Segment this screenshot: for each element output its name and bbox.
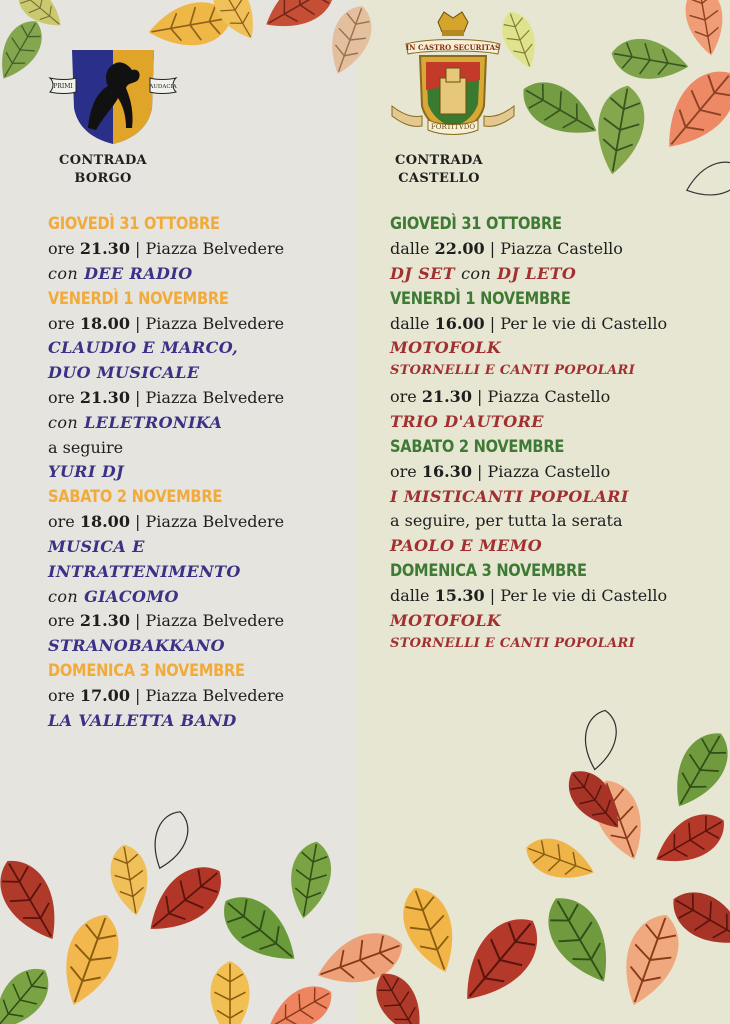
castello-crest-logo	[388, 10, 518, 145]
svg-text:FORTITVDO: FORTITVDO	[430, 123, 476, 131]
event-time-place: ore 21.30 | Piazza Castello	[390, 387, 611, 407]
event-subtitle: STORNELLI E CANTI POPOLARI	[390, 363, 636, 379]
castello-title	[374, 152, 504, 188]
event-time-place: ore 21.30 | Piazza Belvedere	[48, 387, 285, 407]
borgo-title-line2: BORGO	[74, 171, 132, 186]
event-performer: DUO MUSICALE	[48, 363, 200, 383]
event-note: a seguire, per tutta la serata	[390, 511, 623, 531]
event-performer: con GIACOMO	[48, 586, 179, 606]
borgo-day-heading: DOMENICA 3 NOVEMBRE	[48, 660, 245, 681]
svg-text:AUDACIA: AUDACIA	[149, 84, 177, 90]
event-time-place: ore 16.30 | Piazza Castello	[390, 461, 611, 481]
event-performer: con DEE RADIO	[48, 263, 193, 283]
event-time-place: dalle 16.00 | Per le vie di Castello	[390, 313, 668, 333]
event-subtitle: STORNELLI E CANTI POPOLARI	[390, 635, 636, 651]
event-performer: YURI DJ	[48, 462, 124, 482]
borgo-crest-logo	[48, 38, 178, 148]
borgo-title	[38, 152, 168, 188]
borgo-day-heading: VENERDÌ 1 NOVEMBRE	[48, 288, 229, 309]
castello-day-heading: VENERDÌ 1 NOVEMBRE	[390, 288, 571, 309]
event-time-place: dalle 15.30 | Per le vie di Castello	[390, 585, 668, 605]
castello-day-heading: DOMENICA 3 NOVEMBRE	[390, 560, 587, 581]
event-performer: TRIO D'AUTORE	[390, 411, 544, 431]
event-time-place: ore 18.00 | Piazza Belvedere	[48, 512, 285, 532]
borgo-day-heading: SABATO 2 NOVEMBRE	[48, 487, 223, 508]
svg-text:PRIMI: PRIMI	[53, 83, 73, 90]
event-performer: PAOLO E MEMO	[390, 536, 543, 556]
castello-title-line2: CASTELLO	[398, 171, 480, 186]
event-time-place: ore 21.30 | Piazza Belvedere	[48, 611, 285, 631]
event-time-place: ore 18.00 | Piazza Belvedere	[48, 313, 285, 333]
event-performer: con LELETRONIKA	[48, 412, 223, 432]
event-performer: LA VALLETTA BAND	[48, 710, 237, 730]
event-time-place: ore 17.00 | Piazza Belvedere	[48, 685, 285, 705]
event-note: a seguire	[48, 437, 124, 457]
event-time-place: dalle 22.00 | Piazza Castello	[390, 239, 623, 258]
event-performer: MOTOFOLK	[390, 338, 502, 358]
event-performer: INTRATTENIMENTO	[48, 561, 241, 581]
event-time-place: ore 21.30 | Piazza Belvedere	[48, 239, 285, 258]
event-performer: DJ SET con DJ LETO	[390, 263, 577, 283]
event-performer: MOTOFOLK	[390, 610, 502, 630]
bottom-leaves	[0, 708, 730, 1024]
event-performer: STRANOBAKKANO	[48, 636, 226, 656]
borgo-schedule	[48, 212, 348, 734]
castello-schedule	[390, 212, 720, 658]
castello-day-heading: SABATO 2 NOVEMBRE	[390, 436, 565, 457]
event-performer: MUSICA E	[48, 536, 145, 556]
borgo-day-heading: GIOVEDÌ 31 OTTOBRE	[48, 214, 220, 234]
castello-day-heading: GIOVEDÌ 31 OTTOBRE	[390, 214, 562, 234]
castello-title-line1: CONTRADA	[395, 153, 483, 168]
event-performer: I MISTICANTI POPOLARI	[390, 486, 629, 506]
event-performer: CLAUDIO E MARCO,	[48, 338, 239, 358]
svg-text:IN CASTRO SECURITAS: IN CASTRO SECURITAS	[405, 43, 501, 52]
borgo-title-line1: CONTRADA	[59, 153, 147, 168]
